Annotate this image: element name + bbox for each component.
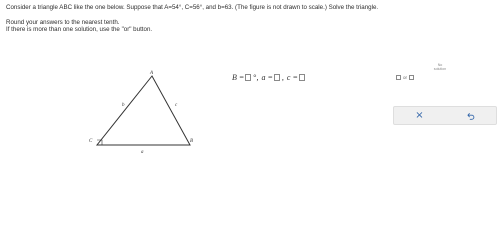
or-left-box-icon [396, 75, 401, 80]
answer-row [232, 73, 306, 82]
side-b-label: b [122, 103, 125, 108]
vertex-c-label: C [89, 139, 93, 144]
side-a-separator: , [281, 73, 284, 82]
no-solution-line2: solution [433, 67, 447, 72]
problem-statement: Consider a triangle ABC like the one below. Suppose that A=54°, C=56°, and b=63. (The figure is not drawn to scale.) Solve the triangle. [6, 4, 379, 11]
angle-b-label: B = [232, 73, 245, 82]
clear-icon: × [415, 110, 424, 121]
action-bar [393, 106, 497, 125]
no-solution-button[interactable] [430, 63, 450, 72]
or-button[interactable] [396, 75, 414, 80]
or-label: or [403, 75, 408, 80]
triangle-shape [97, 76, 190, 145]
side-a-input[interactable] [274, 74, 280, 81]
or-button-instruction: If there is more than one solution, use the "or" button. [6, 26, 153, 33]
side-a-label: a [141, 150, 144, 155]
vertex-a-label: A [150, 71, 154, 76]
triangle-figure [86, 66, 198, 156]
side-c-answer-label: c = [286, 73, 298, 82]
no-solution-line1: No [437, 63, 443, 67]
or-right-box-icon [409, 75, 414, 80]
vertex-b-label: B [190, 139, 194, 144]
side-c-label: c [175, 103, 178, 108]
undo-icon [467, 112, 475, 120]
side-c-input[interactable] [299, 74, 305, 81]
clear-button[interactable] [394, 107, 445, 124]
side-a-answer-label: a = [261, 73, 273, 82]
undo-button[interactable] [445, 107, 496, 124]
angle-b-unit: °, [253, 73, 259, 82]
rounding-instruction: Round your answers to the nearest tenth. [6, 19, 120, 26]
angle-b-input[interactable] [245, 74, 251, 81]
